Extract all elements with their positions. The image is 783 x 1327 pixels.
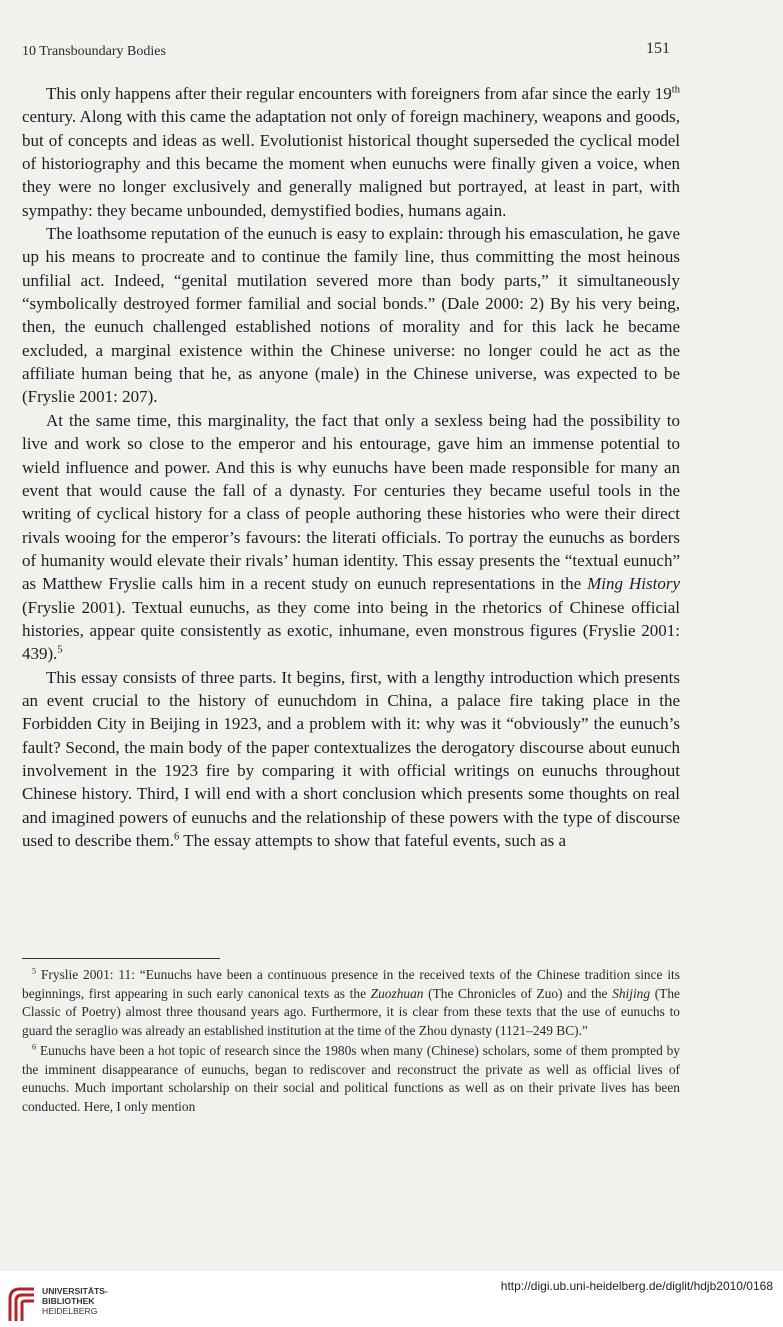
page-number: 151 [646, 40, 670, 57]
footnote-5-text-a: Fryslie 2001: 11: “Eunuchs have been a continuous presence in the received texts of the Chinese tradition since its beginnings, first appearing in such early canonical texts as the [22, 967, 680, 1001]
footnote-5-number: 5 [32, 966, 37, 976]
footnote-5 [22, 966, 680, 1040]
footnote-5-text-b: (The Chronicles of Zuo) and the [423, 985, 613, 1001]
paragraph-4-text-b: The essay attempts to show that fateful events, such as a [179, 831, 567, 850]
paragraph-3-text-b: (Fryslie 2001). Textual eunuchs, as they come into being in the rhetorics of Chinese official histories, appear quite consistently as exotic, inhumane, even monstrous figures (Fryslie 2001: 439). [22, 597, 680, 664]
paragraph-1 [22, 82, 680, 222]
paragraph-3 [22, 409, 680, 666]
paragraph-1-text-a: This only happens after their regular encounters with foreigners from afar since the early 19 [46, 84, 672, 103]
library-name-line-2: BIBLIOTHEK [42, 1296, 95, 1306]
footnote-divider [22, 958, 220, 959]
footnote-6-text: Eunuchs have been a hot topic of research since the 1980s when many (Chinese) scholars, some of them prompted by the imminent disappearance of eunuchs, began to rediscover and reconstruct the private as well as official lives of eunuchs. Much important scholarship on their social and political functions as well as on their private lives has been conducted. Here, I only mention [22, 1043, 680, 1114]
footnote-ref-5: 5 [57, 644, 63, 656]
source-url-link[interactable]: http://digi.ub.uni-heidelberg.de/diglit/hdjb2010/0168 [500, 1279, 773, 1293]
ming-history-title: Ming History [587, 574, 680, 594]
running-head: 10 Transboundary Bodies [22, 44, 166, 59]
library-name-line-3: HEIDELBERG [42, 1306, 98, 1316]
paragraph-1-text-b: century. Along with this came the adaptation not only of foreign machinery, weapons and goods, but of concepts and ideas as well. Evolutionist historical thought superseded the cyclical model of historiography and this became the moment when eunuchs were finally given a voice, when they were no longer exclusively and generally maligned but portrayed, at least in part, with sympathy: they became unbounded, demystified bodies, humans again. [22, 107, 680, 220]
paragraph-4-text-a: This essay consists of three parts. It begins, first, with a lengthy introduction which presents an event crucial to the history of eunuchdom in China, a palace fire taking place in the Forbidden City in Beijing in 1923, and a problem with it: why was it “obviously” the eunuch’s fault? Second, the main body of the paper contextualizes the derogatory discourse about eunuch involvement in the 1923 fire by comparing it with official writings on eunuchs throughout Chinese history. Third, I will end with a short conclusion which presents some thoughts on real and imagined powers of eunuchs and the relationship of these powers with the type of discourse used to describe them. [22, 667, 680, 850]
footnote-6-number: 6 [32, 1042, 37, 1052]
footnote-5-text-c: (The Classic of Poetry) almost three thousand years ago. Furthermore, it is clear from these texts that the use of eunuchs to guard the seraglio was already an established institution at the time of the Zhou dynasty (1121–249 BC).” [22, 985, 680, 1038]
library-name [42, 1286, 108, 1316]
body-text [22, 82, 680, 852]
library-logo-icon [6, 1285, 38, 1323]
paragraph-4 [22, 666, 680, 853]
footnote-6 [22, 1042, 680, 1116]
superscript-th: th [671, 84, 680, 96]
paragraph-2: The loathsome reputation of the eunuch is easy to explain: through his emasculation, he gave up his means to procreate and to continue the family line, thus committing the most heinous unfilial act. Indeed, “genital mutilation severed more than body parts,” it simultaneously “symbolically destroyed former familial and social bonds.” (Dale 2000: 2) By his very being, then, the eunuch challenged established notions of morality and for this lack he became excluded, a marginal existence within the Chinese universe: no longer could he act as the affiliate human being that he, as anyone (male) in the Chinese universe, was expected to be (Fryslie 2001: 207). [22, 224, 680, 407]
library-name-line-1: UNIVERSITÄTS- [42, 1286, 108, 1296]
footnote-ref-6: 6 [174, 831, 180, 843]
zuozhuan-title: Zuozhuan [370, 985, 424, 1001]
footnotes [22, 966, 680, 1118]
paragraph-3-text-a: At the same time, this marginality, the fact that only a sexless being had the possibility to live and work so close to the emperor and his entourage, gave him an immense potential to wield influence and power. And this is why eunuchs have been made responsible for many an event that would cause the fall of a dynasty. For centuries they became useful tools in the writing of cyclical history for a class of people authoring these histories who were their direct rivals wooing for the emperor’s favours: the literati officials. To portray the eunuchs as borders of humanity would elevate their rivals’ human identity. This essay presents the “textual eunuch” as Matthew Fryslie calls him in a recent study on eunuch representations in the [22, 410, 680, 594]
shijing-title: Shijing [612, 985, 651, 1001]
